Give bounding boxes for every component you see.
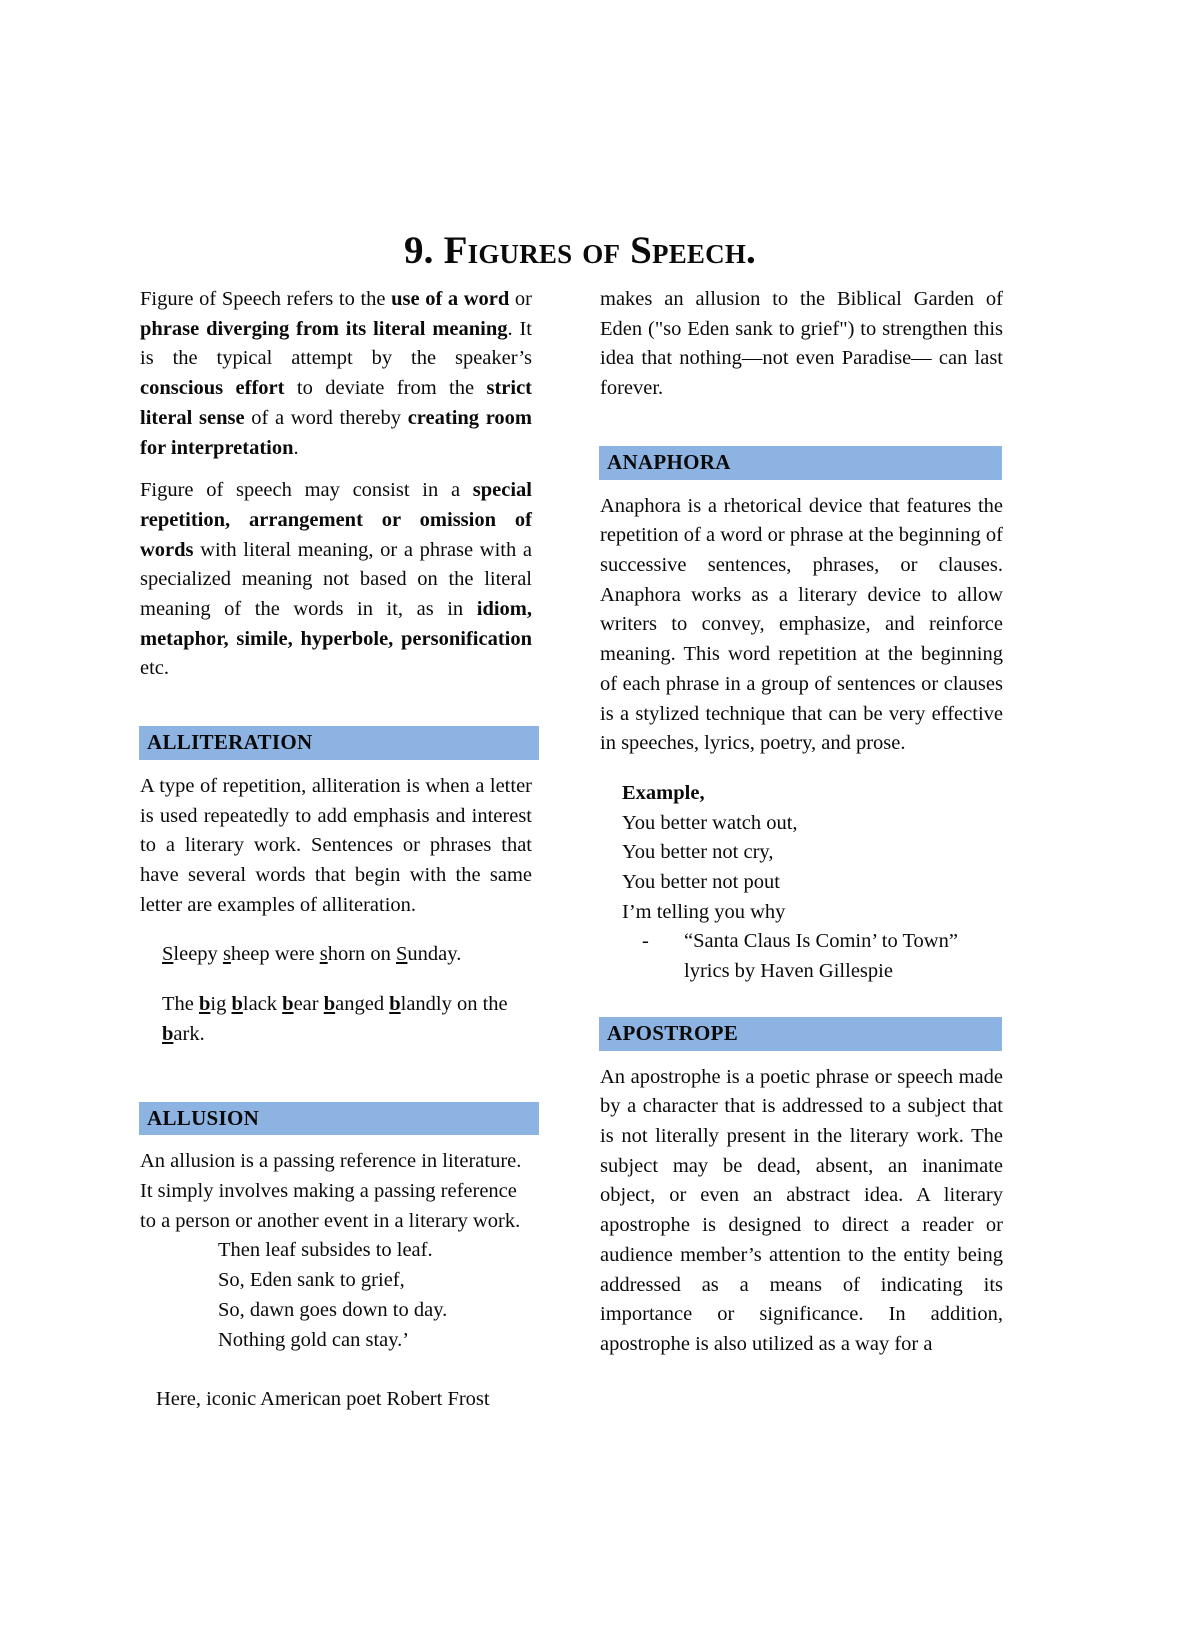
text-segment: etc. [140, 657, 170, 680]
text-segment: anged [335, 993, 390, 1016]
allusion-verse-line: So, dawn goes down to day. [218, 1298, 448, 1321]
intro-paragraph-1 [140, 285, 532, 463]
alliteration-letter: s [222, 943, 231, 966]
text-segment: or [509, 288, 533, 310]
section-heading-alliteration: ALLITERATION [139, 726, 539, 760]
spacer [140, 684, 532, 726]
apostrope-body: An apostrophe is a poetic phrase or speech made by a character that is addressed to a subject that is not literally present in the literary work. The subject may be dead, absent, an inanimate object, or even an abstract idea. A literary apostrophe is designed to direct a reader or audience member’s attention to the entity being addressed as a means of indicating its importance or significance. In addition, apostrophe is also utilized as a way for a [600, 1065, 1003, 1355]
section-heading-anaphora: ANAPHORA [599, 446, 1002, 480]
text-segment: with literal meaning, or a phrase with a specialized meaning not based on the literal meaning of the words in it, as in [140, 538, 532, 621]
bold-phrase: special repetition, arrangement or omission of words [140, 479, 532, 561]
text-segment: Figure of Speech refers to the [140, 288, 392, 310]
alliteration-letter: s [319, 943, 328, 966]
alliteration-letter: S [162, 943, 174, 966]
alliteration-body: A type of repetition, alliteration is when a letter is used repeatedly to add emphasis and interest to a literary work. Sentences or phrases that have several words that begin with the same letter are examples of alliteration. [140, 774, 532, 916]
page-title [0, 231, 1200, 272]
allusion-body: An allusion is a passing reference in literature. It simply involves making a passing reference to a person or another event in a literary work. [140, 1150, 522, 1232]
text-segment: horn on [327, 943, 397, 966]
allusion-verse-line: Nothing gold can stay.’ [218, 1328, 410, 1351]
text-segment: ig [210, 993, 232, 1016]
section-heading-apostrope: APOSTROPE [599, 1017, 1002, 1051]
text-segment: of a word thereby [244, 406, 408, 429]
alliteration-example-1 [162, 940, 532, 970]
spacer [140, 760, 532, 772]
spacer [140, 970, 532, 990]
anaphora-example-line: You better watch out, [622, 811, 798, 834]
spacer [600, 759, 1003, 779]
spacer [600, 480, 1003, 492]
allusion-verse-line: So, Eden sank to grief, [218, 1269, 405, 1292]
right-column [600, 285, 1003, 1360]
anaphora-example-label: Example, [622, 781, 705, 804]
alliteration-letter: b [231, 993, 243, 1016]
spacer [600, 404, 1003, 446]
text-segment: Figure of speech may consist in a [140, 479, 473, 502]
text-segment: The [162, 993, 199, 1016]
title-number: 9. [403, 229, 434, 273]
text-segment: lack [242, 993, 283, 1016]
text-segment: leepy [173, 943, 223, 966]
text-segment: heep were [230, 943, 320, 966]
text-segment: unday. [407, 943, 462, 966]
bold-phrase: strict literal sense [140, 377, 532, 429]
citation-bullet-dash: - [642, 930, 649, 953]
citation-author: lyrics by Haven Gillespie [684, 960, 893, 983]
alliteration-letter: S [396, 943, 408, 966]
continuation-paragraph: makes an allusion to the Biblical Garden of Eden ("so Eden sank to grief") to strengthen this idea that nothing—not even Paradise— can last forever. [600, 288, 1003, 400]
anaphora-example-line: You better not pout [622, 871, 780, 894]
alliteration-letter: b [323, 993, 336, 1016]
text-segment: ear [293, 993, 324, 1016]
alliteration-letter: b [199, 993, 211, 1016]
title-text: Figures of Speech. [443, 229, 756, 273]
anaphora-body: Anaphora is a rhetorical device that features the repetition of a word or phrase at the beginning of successive sentences, phrases, or clauses. Anaphora works as a literary device to allow writers to convey, emphasize, and reinforce meaning. This word repetition at the beginning of each phrase in a group of sentences or clauses is a stylized technique that can be very effective in speeches, lyrics, poetry, and prose. [600, 494, 1003, 755]
text-segment: . [293, 436, 299, 459]
anaphora-example-line: You better not cry, [622, 841, 774, 864]
spacer [140, 1355, 532, 1385]
bold-phrase: use of a word [391, 288, 510, 310]
alliteration-letter: b [282, 993, 294, 1016]
bold-phrase: creating room for interpretation [140, 406, 533, 459]
text-segment: to deviate from the [284, 377, 487, 400]
anaphora-example-line: I’m telling you why [622, 900, 786, 923]
spacer [600, 987, 1003, 1017]
citation-title: “Santa Claus Is Comin’ to Town” [684, 930, 958, 953]
spacer [140, 1050, 532, 1102]
bold-phrase: phrase diverging from its literal meaning [140, 317, 508, 340]
spacer [600, 1051, 1003, 1063]
left-column [140, 285, 532, 1415]
alliteration-letter: b [389, 993, 401, 1016]
spacer [140, 920, 532, 940]
intro-paragraph-2 [140, 476, 532, 684]
spacer [140, 1135, 532, 1147]
alliteration-letter: b [162, 1022, 174, 1045]
allusion-closing-line: Here, iconic American poet Robert Frost [156, 1388, 490, 1411]
anaphora-citation-row [642, 927, 1003, 957]
allusion-verse-line: Then leaf subsides to leaf. [218, 1239, 433, 1262]
text-segment: ark. [173, 1022, 205, 1045]
section-heading-allusion: ALLUSION [139, 1102, 539, 1136]
text-segment: landly on the [400, 993, 508, 1016]
bold-phrase: idiom, metaphor, simile, hyperbole, personification [140, 598, 532, 650]
text-segment: . It is the typical attempt by the speaker’s [140, 317, 532, 370]
alliteration-example-2 [162, 990, 532, 1049]
bold-phrase: conscious effort [140, 377, 285, 400]
